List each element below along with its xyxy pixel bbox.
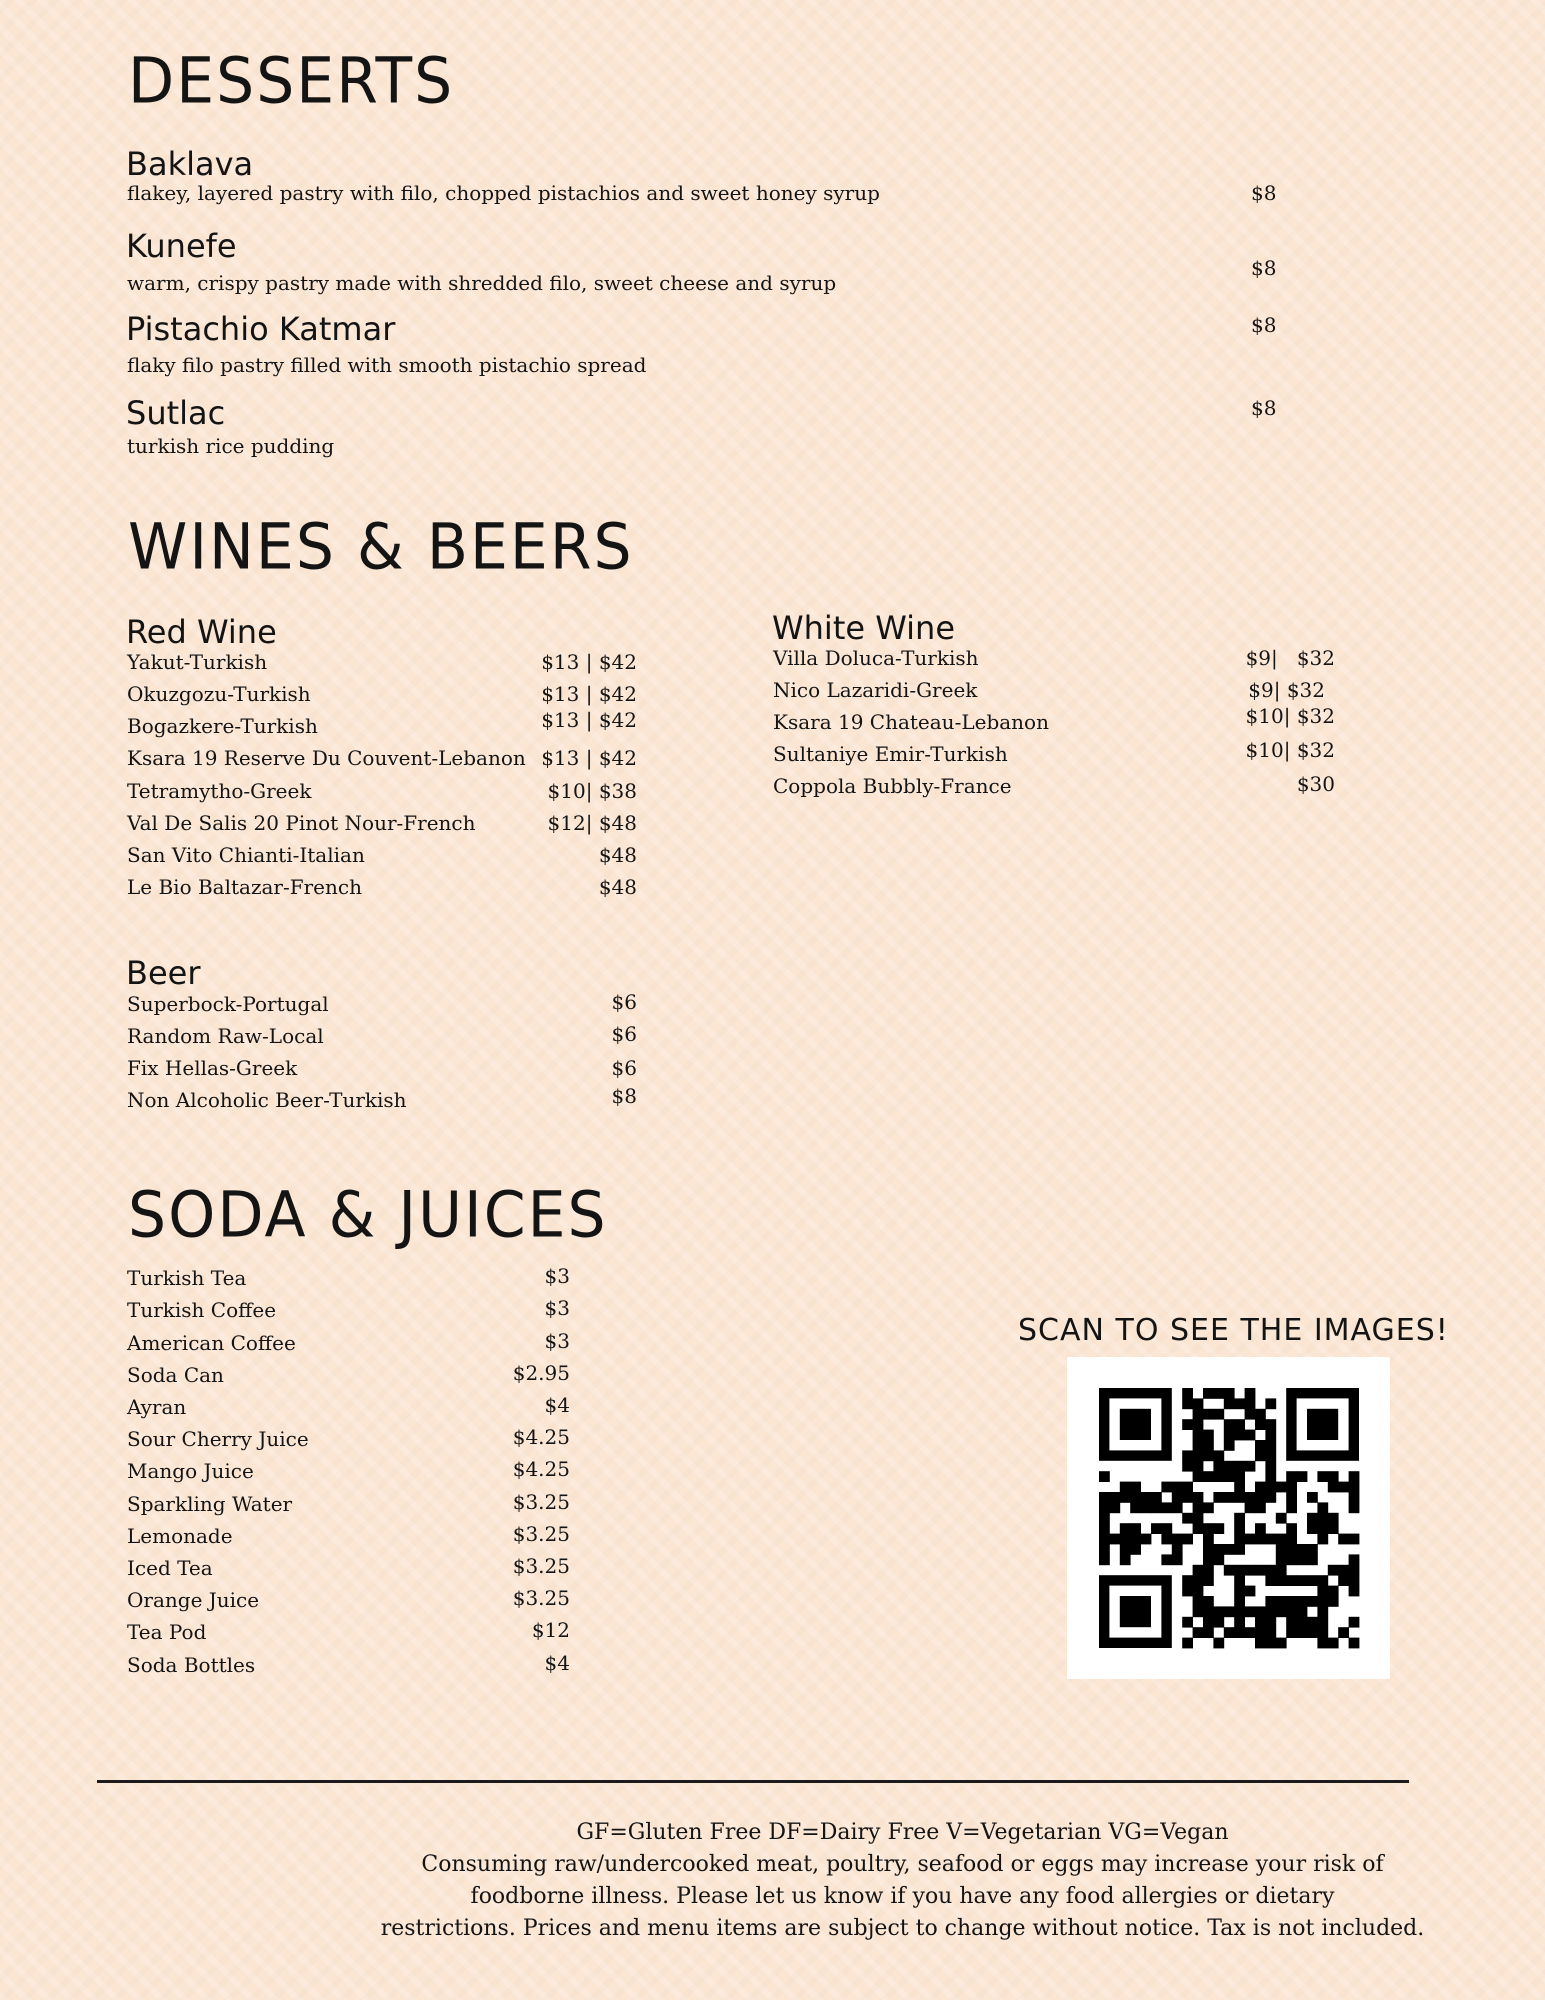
drink-price: $4 [544, 1651, 570, 1675]
list-item [127, 1058, 637, 1082]
wine-price: $13 | $42 [541, 682, 637, 706]
drink-name: Iced Tea [127, 1556, 213, 1580]
divider [97, 1780, 1409, 1783]
list-item [127, 990, 637, 1018]
beer-price: $6 [611, 1056, 637, 1080]
list-item [127, 708, 637, 740]
qr-caption: SCAN TO SEE THE IMAGES! [1018, 1313, 1449, 1348]
beer-name: Superbock-Portugal [127, 992, 329, 1016]
dessert-description: warm, crispy pastry made with shredded filo, sweet cheese and syrup [127, 271, 837, 295]
disclaimer-line: foodborne illness. Please let us know if you have any food allergies or dietary [470, 1884, 1335, 1909]
soda-juices-title: SODA & JUICES [128, 1178, 608, 1253]
wine-name: Coppola Bubbly-France [773, 774, 1012, 798]
list-item [127, 1522, 570, 1550]
dietary-legend: GF=Gluten Free DF=Dairy Free V=Vegetarian VG=Vegan [576, 1820, 1229, 1845]
drink-price: $3 [544, 1329, 570, 1353]
drink-price: $3.25 [512, 1522, 570, 1546]
list-item [127, 1264, 570, 1292]
wine-name: Okuzgozu-Turkish [127, 682, 311, 706]
list-item [127, 781, 637, 805]
list-item [127, 1022, 637, 1050]
wines-beers-title: WINES & BEERS [128, 510, 634, 585]
list-item [127, 1618, 570, 1646]
dessert-price: $8 [1251, 181, 1277, 205]
disclaimer-line: Consuming raw/undercooked meat, poultry, seafood or eggs may increase your risk of [421, 1852, 1384, 1877]
list-item [773, 772, 1335, 800]
drink-name: Sour Cherry Juice [127, 1427, 309, 1451]
wine-name: Villa Doluca-Turkish [773, 646, 979, 670]
wine-name: Nico Lazaridi-Greek [773, 678, 978, 702]
list-item [127, 1554, 570, 1582]
wine-name: Ksara 19 Chateau-Lebanon [773, 710, 1049, 734]
beer-heading: Beer [126, 954, 201, 992]
wine-price: $10| $32 [1245, 704, 1335, 728]
footer [380, 1817, 1425, 1945]
list-item [127, 1296, 570, 1324]
dessert-description: flaky filo pastry filled with smooth pistachio spread [127, 353, 647, 377]
desserts-title: DESSERTS [128, 44, 455, 119]
drink-price: $3 [544, 1296, 570, 1320]
red-wine-heading: Red Wine [126, 613, 277, 651]
list-item [127, 1425, 570, 1453]
drink-name: Orange Juice [127, 1588, 260, 1612]
drink-name: American Coffee [127, 1331, 296, 1355]
beer-name: Fix Hellas-Greek [127, 1056, 298, 1080]
wine-name: Tetramytho-Greek [127, 779, 312, 803]
dessert-description: turkish rice pudding [127, 434, 335, 458]
wine-name: San Vito Chianti-Italian [127, 843, 365, 867]
beer-price: $6 [611, 1022, 637, 1046]
drink-name: Lemonade [127, 1524, 233, 1548]
qr-code-icon [1067, 1357, 1390, 1679]
drink-name: Sparkling Water [127, 1492, 293, 1516]
list-item [127, 1586, 570, 1614]
drink-price: $3 [544, 1264, 570, 1288]
wine-price: $48 [598, 843, 637, 867]
drink-price: $4.25 [512, 1425, 570, 1449]
wine-price: $9| $32 [1248, 678, 1325, 702]
wine-name: Yakut-Turkish [127, 650, 268, 674]
list-item [127, 1084, 637, 1114]
wine-price: $48 [598, 875, 637, 899]
wine-price: $13 | $42 [541, 708, 637, 732]
wine-price: $10| $38 [547, 779, 637, 803]
drink-name: Turkish Coffee [127, 1298, 277, 1322]
beer-name: Random Raw-Local [127, 1024, 324, 1048]
beer-name: Non Alcoholic Beer-Turkish [127, 1088, 407, 1112]
drink-price: $4.25 [512, 1457, 570, 1481]
wine-price: $30 [1296, 772, 1335, 796]
list-item [127, 1361, 570, 1389]
drink-price: $3.25 [512, 1586, 570, 1610]
wine-name: Val De Salis 20 Pinot Nour-French [127, 811, 476, 835]
list-item [127, 877, 637, 901]
dessert-name: Pistachio Katmar [126, 310, 396, 348]
list-item [127, 652, 637, 676]
list-item [773, 704, 1335, 736]
list-item [127, 748, 637, 772]
wine-name: Le Bio Baltazar-French [127, 875, 362, 899]
drink-name: Soda Can [127, 1363, 224, 1387]
dessert-name: Baklava [126, 145, 254, 183]
dessert-name: Sutlac [126, 394, 226, 432]
list-item [127, 845, 637, 869]
wine-name: Sultaniye Emir-Turkish [773, 742, 1008, 766]
drink-price: $3.25 [512, 1554, 570, 1578]
list-item [773, 648, 1335, 672]
list-item [127, 1329, 570, 1357]
drink-name: Turkish Tea [127, 1266, 247, 1290]
list-item [127, 1457, 570, 1485]
drink-name: Mango Juice [127, 1459, 254, 1483]
white-wine-heading: White Wine [772, 609, 956, 647]
dessert-price: $8 [1251, 396, 1277, 420]
beer-price: $6 [611, 990, 637, 1014]
wine-price: $13 | $42 [541, 746, 637, 770]
beer-price: $8 [611, 1084, 637, 1108]
drink-price: $2.95 [512, 1361, 570, 1385]
wine-price: $13 | $42 [541, 650, 637, 674]
list-item [127, 684, 637, 708]
qr-code[interactable] [1067, 1357, 1390, 1679]
wine-price: $12| $48 [547, 811, 637, 835]
dessert-price: $8 [1251, 313, 1277, 337]
wine-price: $9| $32 [1245, 646, 1335, 670]
dessert-price: $8 [1251, 256, 1277, 280]
list-item [773, 738, 1335, 768]
drink-price: $12 [531, 1618, 570, 1642]
dessert-description: flakey, layered pastry with filo, chopped pistachios and sweet honey syrup [127, 181, 880, 205]
list-item [773, 680, 1335, 704]
wine-name: Bogazkere-Turkish [127, 714, 318, 738]
dessert-name: Kunefe [126, 227, 237, 265]
drink-price: $4 [544, 1393, 570, 1417]
disclaimer-line: restrictions. Prices and menu items are subject to change without notice. Tax is not included. [380, 1916, 1425, 1941]
drink-name: Soda Bottles [127, 1653, 256, 1677]
list-item [127, 813, 637, 837]
list-item [127, 1651, 570, 1679]
drink-price: $3.25 [512, 1490, 570, 1514]
wine-price: $10| $32 [1245, 738, 1335, 762]
drink-name: Ayran [127, 1395, 187, 1419]
drink-name: Tea Pod [127, 1620, 207, 1644]
list-item [127, 1490, 570, 1518]
wine-name: Ksara 19 Reserve Du Couvent-Lebanon [127, 746, 526, 770]
list-item [127, 1393, 570, 1421]
